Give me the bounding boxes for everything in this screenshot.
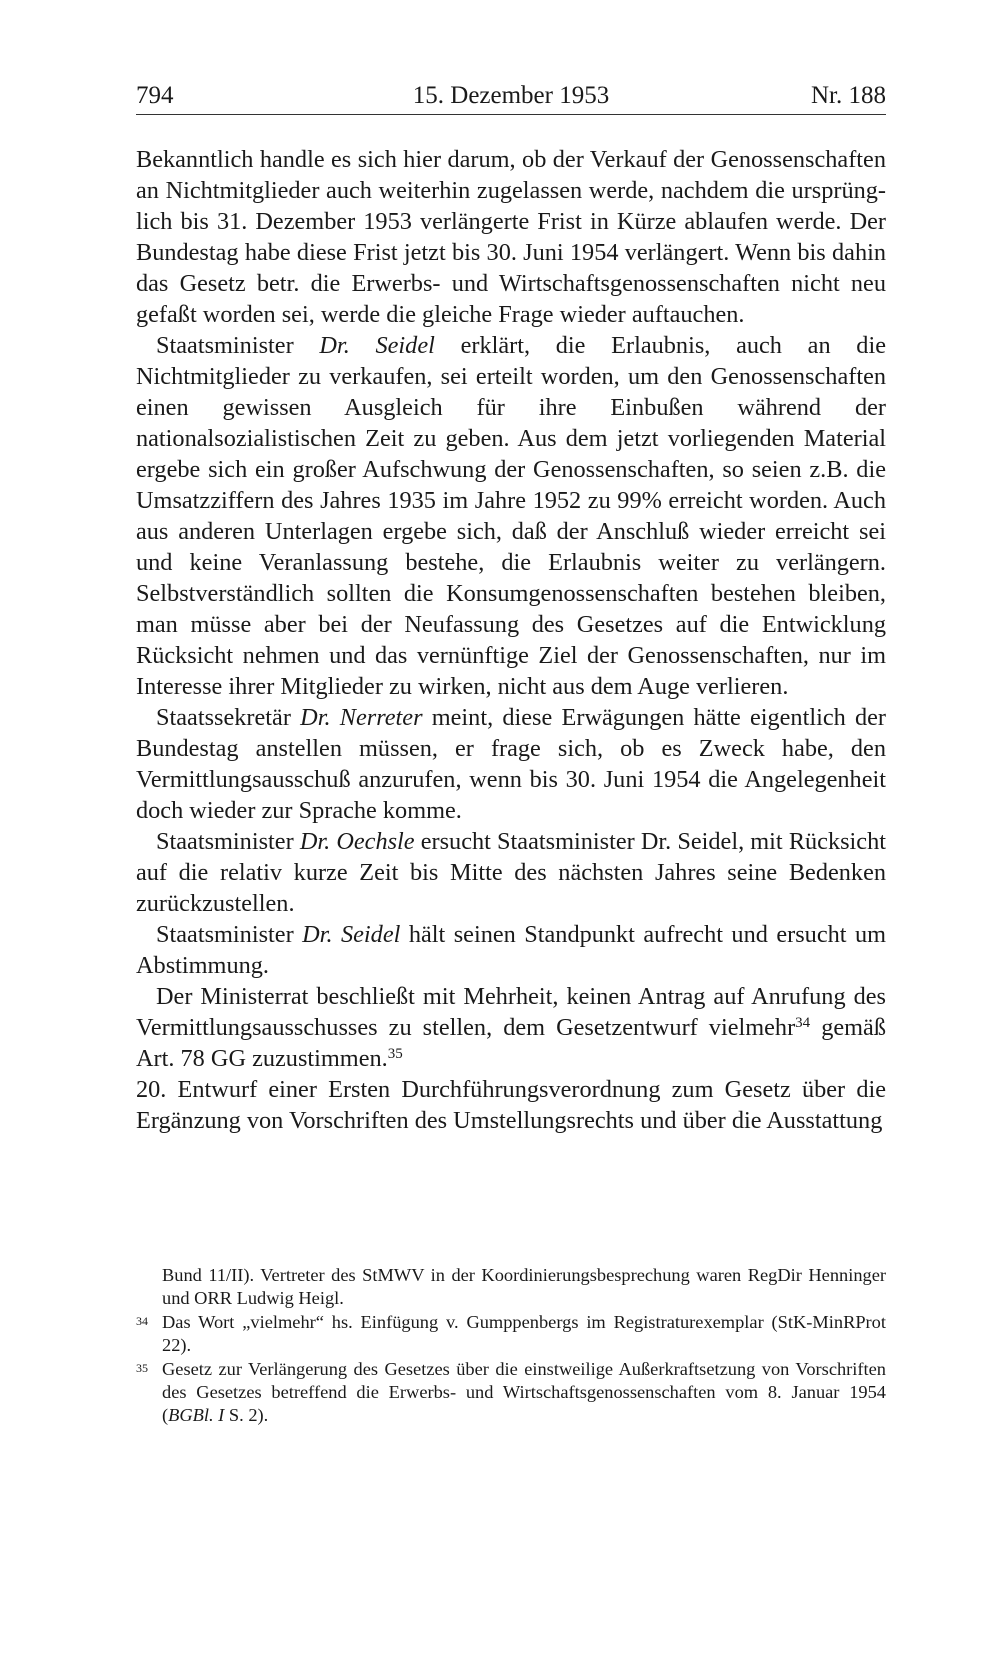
header-date: 15. Dezember 1953 — [412, 82, 610, 109]
footnote-number: 35 — [136, 1361, 148, 1375]
speaker-name: Dr. Oechsle — [299, 828, 415, 855]
citation-title: BGBl. I — [168, 1405, 225, 1425]
paragraph: Staatssekretär Dr. Nerreter meint, diese Erwägungen hätte eigentlich der Bundestag anstellen müssen, er frage sich, ob es Zweck habe, den Vermittlungsausschuß anzurufen, wenn bis 30. Juni 1954 die Angelegenheit doch wieder zur Sprache komme. — [136, 704, 886, 824]
issue-number: Nr. 188 — [811, 82, 886, 109]
footnote-35: 35 Gesetz zur Verlängerung des Gesetzes über die einstweilige Außerkraftsetzung von Vorschriften des Gesetzes betreffend die Erwerbs- und Wirtschaftsgenossenschaften vom 8. Januar 1954 (BGBl. I S. 2). — [136, 1359, 886, 1425]
footnote-34: 34 Das Wort „vielmehr“ hs. Einfügung v. Gumppenbergs im Registraturexemplar (StK-MinRProt 22). — [136, 1312, 886, 1355]
footnote-ref[interactable]: 34 — [795, 1015, 811, 1031]
speaker-name: Dr. Seidel — [302, 921, 401, 948]
footnotes — [136, 1264, 886, 1428]
running-header — [136, 78, 886, 115]
footnote-number: 34 — [136, 1314, 148, 1328]
agenda-item: 20. Entwurf einer Ersten Durchführungsverordnung zum Gesetz über die Ergänzung von Vorschriften des Umstellungsrechts und über die Ausstattung — [136, 1076, 886, 1134]
footnote-continuation: Bund 11/II). Vertreter des StMWV in der Koordinierungsbesprechung waren RegDir Henninger und ORR Ludwig Heigl. — [162, 1265, 886, 1308]
speaker-name: Dr. Seidel — [319, 332, 435, 359]
paragraph: Der Ministerrat beschließt mit Mehrheit, keinen Antrag auf Anrufung des Vermittlungsausschusses zu stellen, dem Gesetzentwurf vielmehr$^{34}$ gemäß Art. 78 GG zuzustimmen.$^{35}$ — [136, 983, 886, 1072]
paragraph: Bekanntlich handle es sich hier darum, ob der Verkauf der Genossenschaften an Nichtmitglieder auch weiterhin zugelassen werde, nachdem die ursprünglich bis 31. Dezember 1953 verlängerte Frist in Kürze ablaufen werde. Der Bundestag habe diese Frist jetzt bis 30. Juni 1954 verlängert. Wenn bis dahin das Gesetz betr. die Erwerbs- und Wirtschaftsgenossenschaften nicht neu gefaßt worden sei, werde die gleiche Frage wieder auftauchen. — [136, 146, 886, 328]
speaker-name: Dr. Nerreter — [300, 704, 423, 731]
page-number: 794 — [136, 82, 174, 109]
footnote-ref[interactable]: 35 — [387, 1046, 403, 1062]
paragraph: Staatsminister Dr. Seidel erklärt, die Erlaubnis, auch an die Nichtmitglieder zu verkaufen, sei erteilt worden, um den Genossenschaften einen gewissen Ausgleich für ihre Einbußen während der nationalsozialistischen Zeit zu geben. Aus dem jetzt vorliegenden Material ergebe sich ein großer Aufschwung der Genossenschaften, so seien z.B. die Umsatzziffern des Jahres 1935 im Jahre 1952 zu 99% erreicht worden. Auch aus anderen Unterlagen ergebe sich, daß der Anschluß wieder erreicht sei und keine Veranlassung bestehe, die Erlaubnis weiter zu verlängern. Selbstverständlich sollten die Konsumgenossenschaften bestehen bleiben, man müsse aber bei der Neufassung des Gesetzes auf die Entwicklung Rücksicht nehmen und das vernünftige Ziel der Genossenschaften, nur im Interesse ihrer Mitglieder zu wirken, nicht aus dem Auge verlieren. — [136, 332, 886, 700]
main-text — [136, 144, 886, 1136]
paragraph: Staatsminister Dr. Oechsle ersucht Staatsminister Dr. Seidel, mit Rücksicht auf die relativ kurze Zeit bis Mitte des nächsten Jahres seine Bedenken zurückzustellen. — [136, 828, 886, 917]
paragraph: Staatsminister Dr. Seidel hält seinen Standpunkt aufrecht und ersucht um Abstimmung. — [136, 921, 887, 979]
